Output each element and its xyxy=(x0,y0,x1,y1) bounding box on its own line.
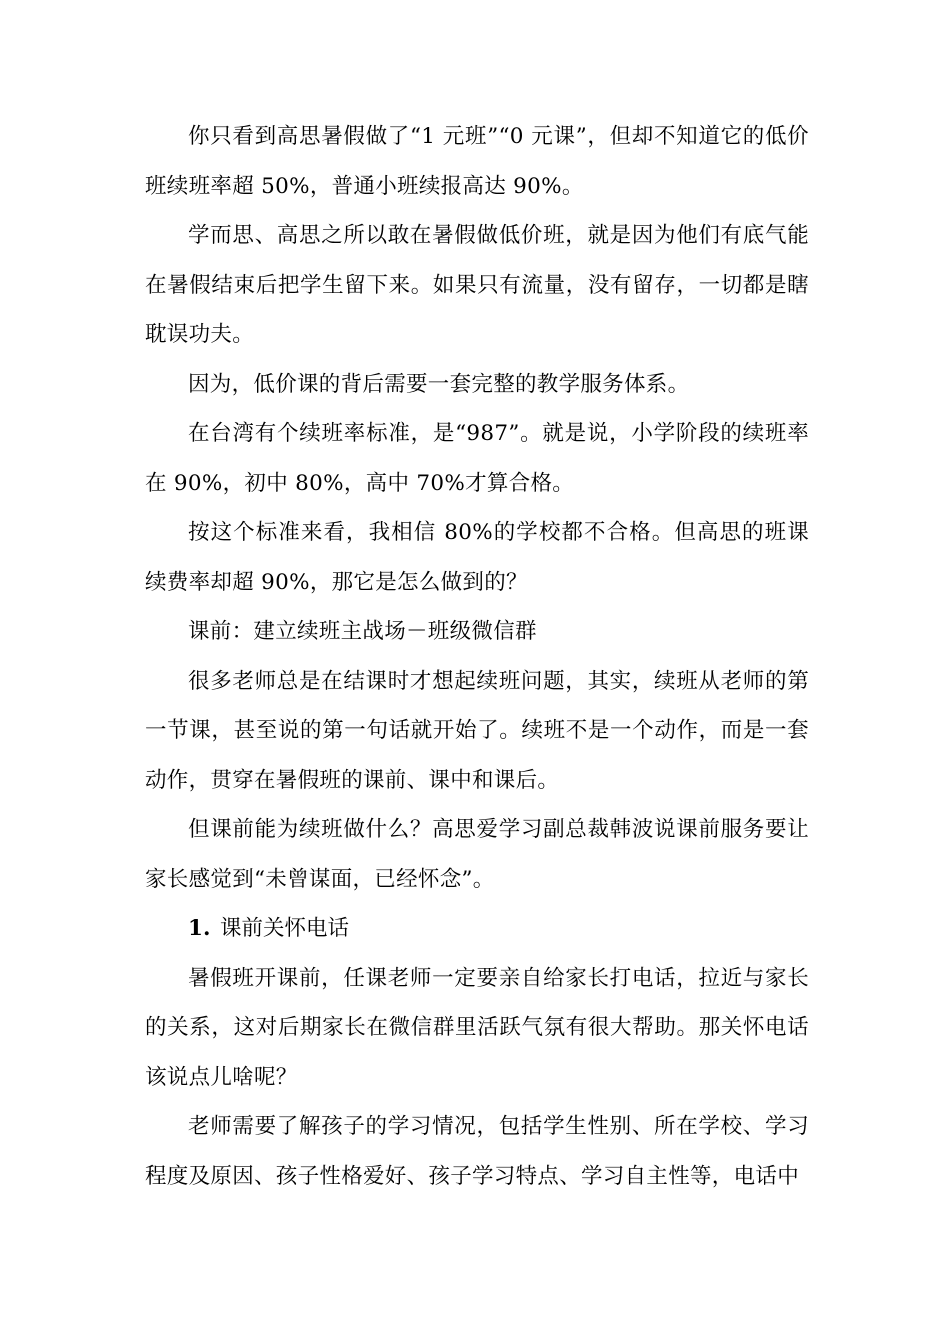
paragraph-7: 但课前能为续班做什么？高思爱学习副总裁韩波说课前服务要让家长感觉到“未曾谋面，已经怀念”。 xyxy=(145,817,809,892)
heading-text: 课前关怀电话 xyxy=(220,916,350,941)
paragraph-5: 按这个标准来看，我相信 80%的学校都不合格。但高思的班课续费率却超 90%，那它是怎么做到的？ xyxy=(145,520,809,595)
paragraph-9: 老师需要了解孩子的学习情况，包括学生性别、所在学校、学习程度及原因、孩子性格爱好、孩子学习特点、学习自主性等，电话中 xyxy=(145,1114,809,1189)
paragraph-6: 很多老师总是在结课时才想起续班问题，其实，续班从老师的第一节课，甚至说的第一句话就开始了。续班不是一个动作，而是一套动作，贯穿在暑假班的课前、课中和课后。 xyxy=(145,668,809,793)
paragraph-8: 暑假班开课前，任课老师一定要亲自给家长打电话，拉近与家长的关系，这对后期家长在微信群里活跃气氛有很大帮助。那关怀电话该说点儿啥呢？ xyxy=(145,965,809,1090)
section-title-pre-class: 课前：建立续班主战场－班级微信群 xyxy=(188,619,537,644)
paragraph-4: 在台湾有个续班率标准，是“987”。就是说，小学阶段的续班率在 90%，初中 80%，高中 70%才算合格。 xyxy=(145,421,809,496)
paragraph-1: 你只看到高思暑假做了“1 元班”“0 元课”，但却不知道它的低价班续班率超 50%，普通小班续报高达 90%。 xyxy=(145,124,809,199)
numbered-heading xyxy=(145,904,809,954)
heading-number: 1. xyxy=(188,916,211,941)
document-body xyxy=(145,112,809,1201)
paragraph-2: 学而思、高思之所以敢在暑假做低价班，就是因为他们有底气能在暑假结束后把学生留下来。如果只有流量，没有留存，一切都是瞎耽误功夫。 xyxy=(145,223,809,347)
paragraph-3: 因为，低价课的背后需要一套完整的教学服务体系。 xyxy=(188,371,690,397)
